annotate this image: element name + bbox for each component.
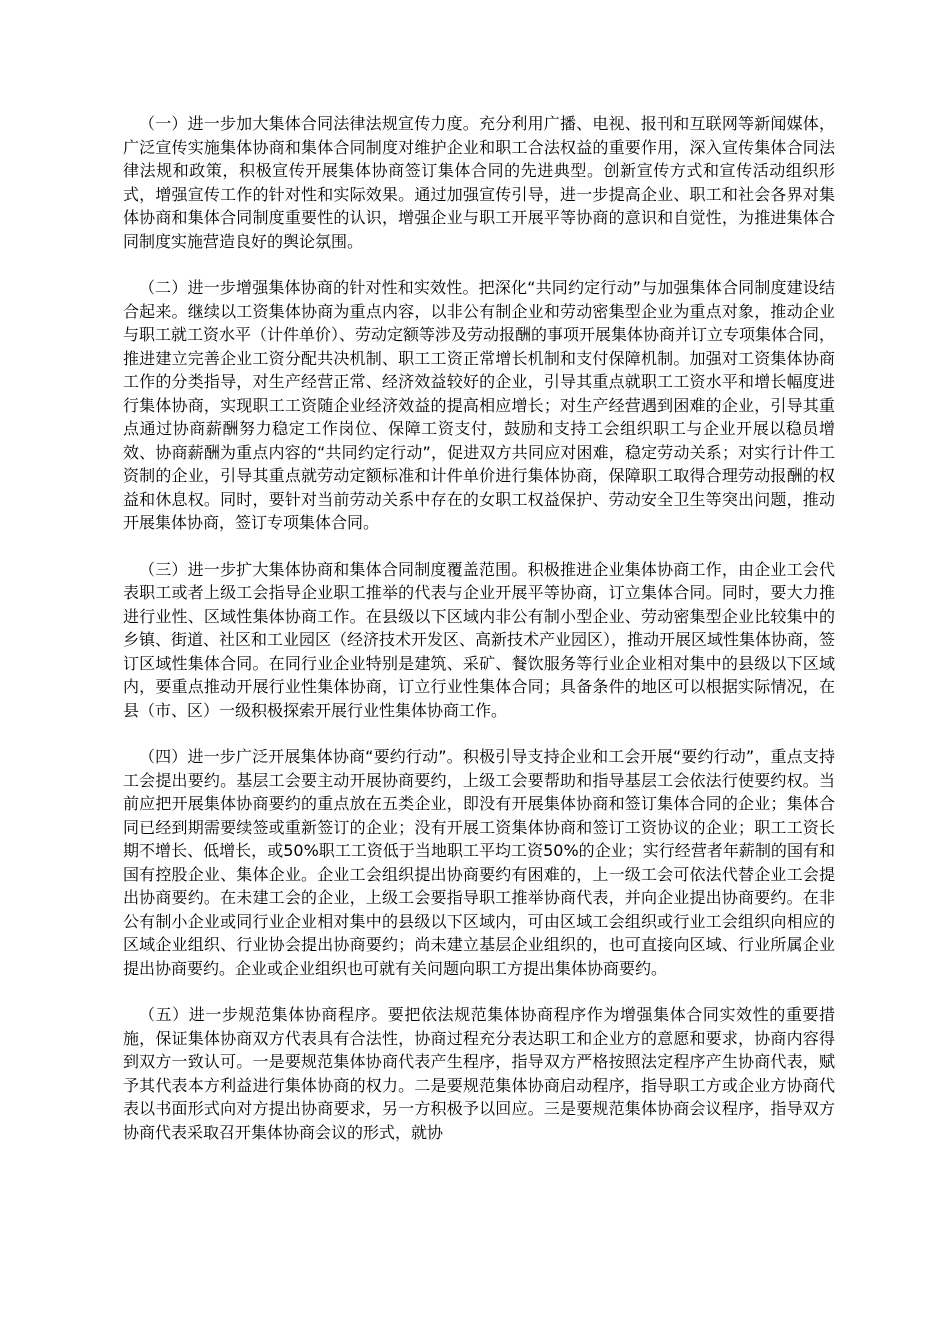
paragraph-3: （三）进一步扩大集体协商和集体合同制度覆盖范围。积极推进企业集体协商工作，由企业工会代表职工或者上级工会指导企业职工推举的代表与企业开展平等协商，订立集体合同。同时，要大力推进行业性、区域性集体协商工作。在县级以下区域内非公有制小型企业、劳动密集型企业比较集中的乡镇、街道、社区和工业园区（经济技术开发区、高新技术产业园区），推动开展区域性集体协商，签订区域性集体合同。在同行业企业特别是建筑、采矿、餐饮服务等行业企业相对集中的县级以下区域内，要重点推动开展行业性集体协商，订立行业性集体合同；具备条件的地区可以根据实际情况，在县（市、区）一级积极探索开展行业性集体协商工作。 — [123, 559, 836, 720]
paragraph-4: （四）进一步广泛开展集体协商“要约行动”。积极引导支持企业和工会开展“要约行动”，重点支持工会提出要约。基层工会要主动开展协商要约，上级工会要帮助和指导基层工会依法行使要约权。当前应把开展集体协商要约的重点放在五类企业，即没有开展集体协商和签订集体合同的企业；集体合同已经到期需要续签或重新签订的企业；没有开展工资集体协商和签订工资协议的企业；职工工资长期不增长、低增长，或50%职工工资低于当地职工平均工资50%的企业；实行经营者年薪制的国有和国有控股企业、集体企业。企业工会组织提出协商要约有困难的，上一级工会可依法代替企业工会提出协商要约。在未建工会的企业，上级工会要指导职工推举协商代表，并向企业提出协商要约。在非公有制小企业或同行业企业相对集中的县级以下区域内，可由区域工会组织或行业工会组织向相应的区域企业组织、行业协会提出协商要约；尚未建立基层企业组织的，也可直接向区域、行业所属企业提出协商要约。企业或企业组织也可就有关问题向职工方提出集体协商要约。 — [123, 747, 835, 978]
paragraph-2: （二）进一步增强集体协商的针对性和实效性。把深化“共同约定行动”与加强集体合同制度建设结合起来。继续以工资集体协商为重点内容，以非公有制企业和劳动密集型企业为重点对象，推动企业与职工就工资水平（计件单价）、劳动定额等涉及劳动报酬的事项开展集体协商并订立专项集体合同，推进建立完善企业工资分配共决机制、职工工资正常增长机制和支付保障机制。加强对工资集体协商工作的分类指导，对生产经营正常、经济效益较好的企业，引导其重点就职工工资水平和增长幅度进行集体协商，实现职工工资随企业经济效益的提高相应增长；对生产经营遇到困难的企业，引导其重点通过协商薪酬努力稳定工作岗位、保障工资支付，鼓励和支持工会组织职工与企业开展以稳员增效、协商薪酬为重点内容的“共同约定行动”，促进双方共同应对困难，稳定劳动关系；对实行计件工资制的企业，引导其重点就劳动定额标准和计件单价进行集体协商，保障职工取得合理劳动报酬的权益和休息权。同时，要针对当前劳动关系中存在的女职工权益保护、劳动安全卫生等突出问题，推动开展集体协商，签订专项集体合同。 — [123, 278, 836, 532]
document-page — [123, 112, 835, 1167]
paragraph-1: （一）进一步加大集体合同法律法规宣传力度。充分利用广播、电视、报刊和互联网等新闻媒体，广泛宣传实施集体协商和集体合同制度对维护企业和职工合法权益的重要作用，深入宣传集体合同法律法规和政策，积极宣传开展集体协商签订集体合同的先进典型。创新宣传方式和宣传活动组织形式，增强宣传工作的针对性和实际效果。通过加强宣传引导，进一步提高企业、职工和社会各界对集体协商和集体合同制度重要性的认识，增强企业与职工开展平等协商的意识和自觉性，为推进集体合同制度实施营造良好的舆论氛围。 — [123, 114, 835, 251]
paragraph-5: （五）进一步规范集体协商程序。要把依法规范集体协商程序作为增强集体合同实效性的重要措施，保证集体协商双方代表具有合法性，协商过程充分表达职工和企业方的意愿和要求，协商内容得到双方一致认可。一是要规范集体协商代表产生程序，指导双方严格按照法定程序产生协商代表，赋予其代表本方利益进行集体协商的权力。二是要规范集体协商启动程序，指导职工方或企业方协商代表以书面形式向对方提出协商要求，另一方积极予以回应。三是要规范集体协商会议程序，指导双方协商代表采取召开集体协商会议的形式，就协 — [123, 1005, 835, 1142]
